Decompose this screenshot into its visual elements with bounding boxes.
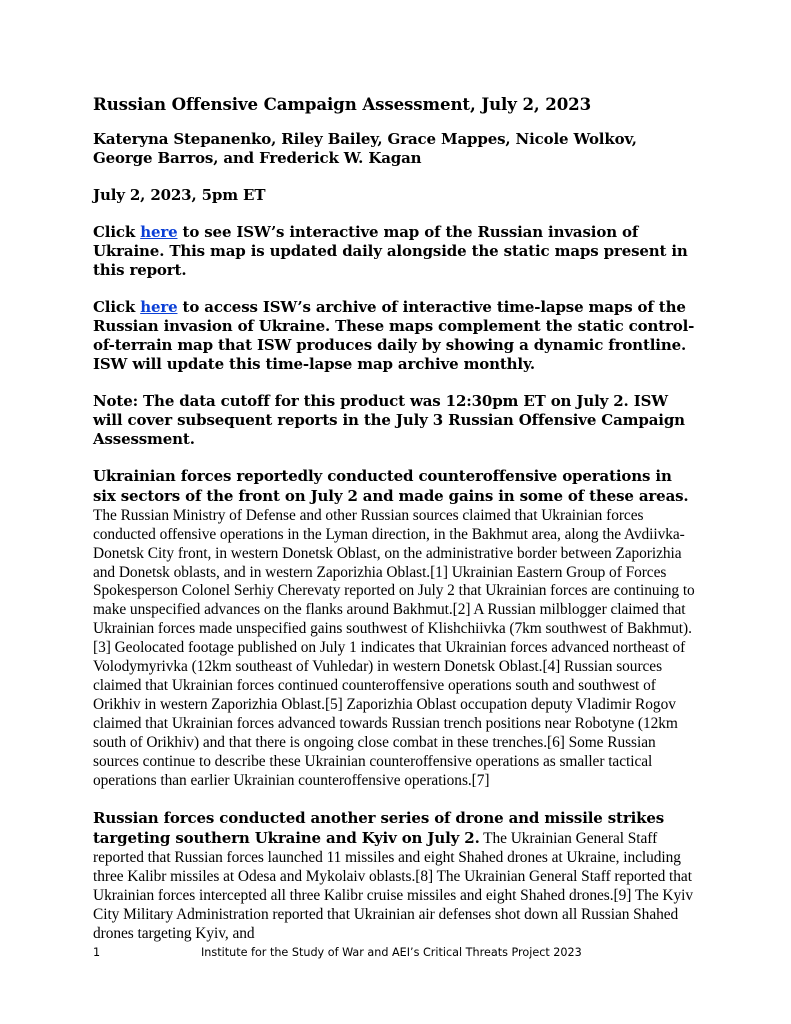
report-title: Russian Offensive Campaign Assessment, July 2, 2023 bbox=[93, 94, 592, 114]
interactive-map-link[interactable]: here bbox=[140, 223, 178, 241]
footer-organization: Institute for the Study of War and AEI’s Critical Threats Project 2023 bbox=[201, 946, 582, 959]
counteroffensive-body: The Russian Ministry of Defense and other Russian sources claimed that Ukrainian forces conducted offensive operations in the Lyman direction, in the Bakhmut area, along the Avdiivka-Donetsk City front, in western Donetsk Oblast, on the administrative border between Zaporizhia and Donetsk oblasts, and in western Zaporizhia Oblast.[1] Ukrainian Eastern Group of Forces Spokesperson Colonel Serhiy Cherevaty reported on July 2 that Ukrainian forces are continuing to make unspecified advances on the flanks around Bakhmut.[2] A Russian milblogger claimed that Ukrainian forces made unspecified gains southwest of Klishchiivka (7km southwest of Bakhmut).[3] Geolocated footage published on July 1 indicates that Ukrainian forces advanced northeast of Volodymyrivka (12km southeast of Vuhledar) in western Donetsk Oblast.[4] Russian sources claimed that Ukrainian forces continued counteroffensive operations south and southwest of Orikhiv in western Zaporizhia Oblast.[5] Zaporizhia Oblast occupation deputy Vladimir Rogov claimed that Ukrainian forces advanced towards Russian trench positions near Robotyne (12km south of Orikhiv) and that there is ongoing close combat in these trenches.[6] Some Russian sources continue to describe these Ukrainian counteroffensive operations as smaller tactical operations than earlier Ukrainian counteroffensive operations.[7] bbox=[93, 506, 695, 789]
strikes-paragraph bbox=[93, 809, 699, 943]
strikes-lead: Russian forces conducted another series of drone and missile strikes targeting southern Ukraine and Kyiv on July 2. bbox=[93, 809, 665, 848]
data-cutoff-note: Note: The data cutoff for this product was 12:30pm ET on July 2. ISW will cover subsequent reports in the July 3 Russian Offensive Campaign Assessment. bbox=[93, 392, 685, 448]
counteroffensive-lead: Ukrainian forces reportedly conducted counteroffensive operations in six sectors of the front on July 2 and made gains in some of these areas. bbox=[93, 467, 689, 505]
page-footer bbox=[93, 944, 699, 962]
page-number: 1 bbox=[93, 946, 101, 959]
report-dateline: July 2, 2023, 5pm ET bbox=[93, 186, 266, 204]
timelapse-archive-notice-pre: Click bbox=[93, 298, 141, 316]
interactive-map-notice-pre: Click bbox=[93, 223, 141, 241]
interactive-map-notice bbox=[93, 223, 699, 280]
counteroffensive-paragraph bbox=[93, 467, 699, 790]
author-list: Kateryna Stepanenko, Riley Bailey, Grace Mappes, Nicole Wolkov, George Barros, and Frederick W. Kagan bbox=[93, 130, 637, 167]
strikes-body: The Ukrainian General Staff reported that Russian forces launched 11 missiles and eight Shahed drones at Ukraine, including three Kalibr missiles at Odesa and Mykolaiv oblasts.[8] The Ukrainian General Staff reported that Ukrainian forces intercepted all three Kalibr cruise missiles and eight Shahed drones.[9] The Kyiv City Military Administration reported that Ukrainian air defenses shot down all Russian Shahed drones targeting Kyiv, and bbox=[93, 830, 693, 942]
timelapse-archive-notice-post: to access ISW’s archive of interactive time-lapse maps of the Russian invasion of Ukraine. These maps complement the static control-of-terrain map that ISW produces daily by showing a dynamic frontline. ISW will update this time-lapse map archive monthly. bbox=[93, 298, 695, 373]
timelapse-archive-link[interactable]: here bbox=[140, 298, 178, 316]
timelapse-archive-notice bbox=[93, 298, 699, 374]
interactive-map-notice-post: to see ISW’s interactive map of the Russian invasion of Ukraine. This map is updated daily alongside the static maps present in this report. bbox=[93, 223, 688, 279]
report-body bbox=[93, 92, 699, 963]
